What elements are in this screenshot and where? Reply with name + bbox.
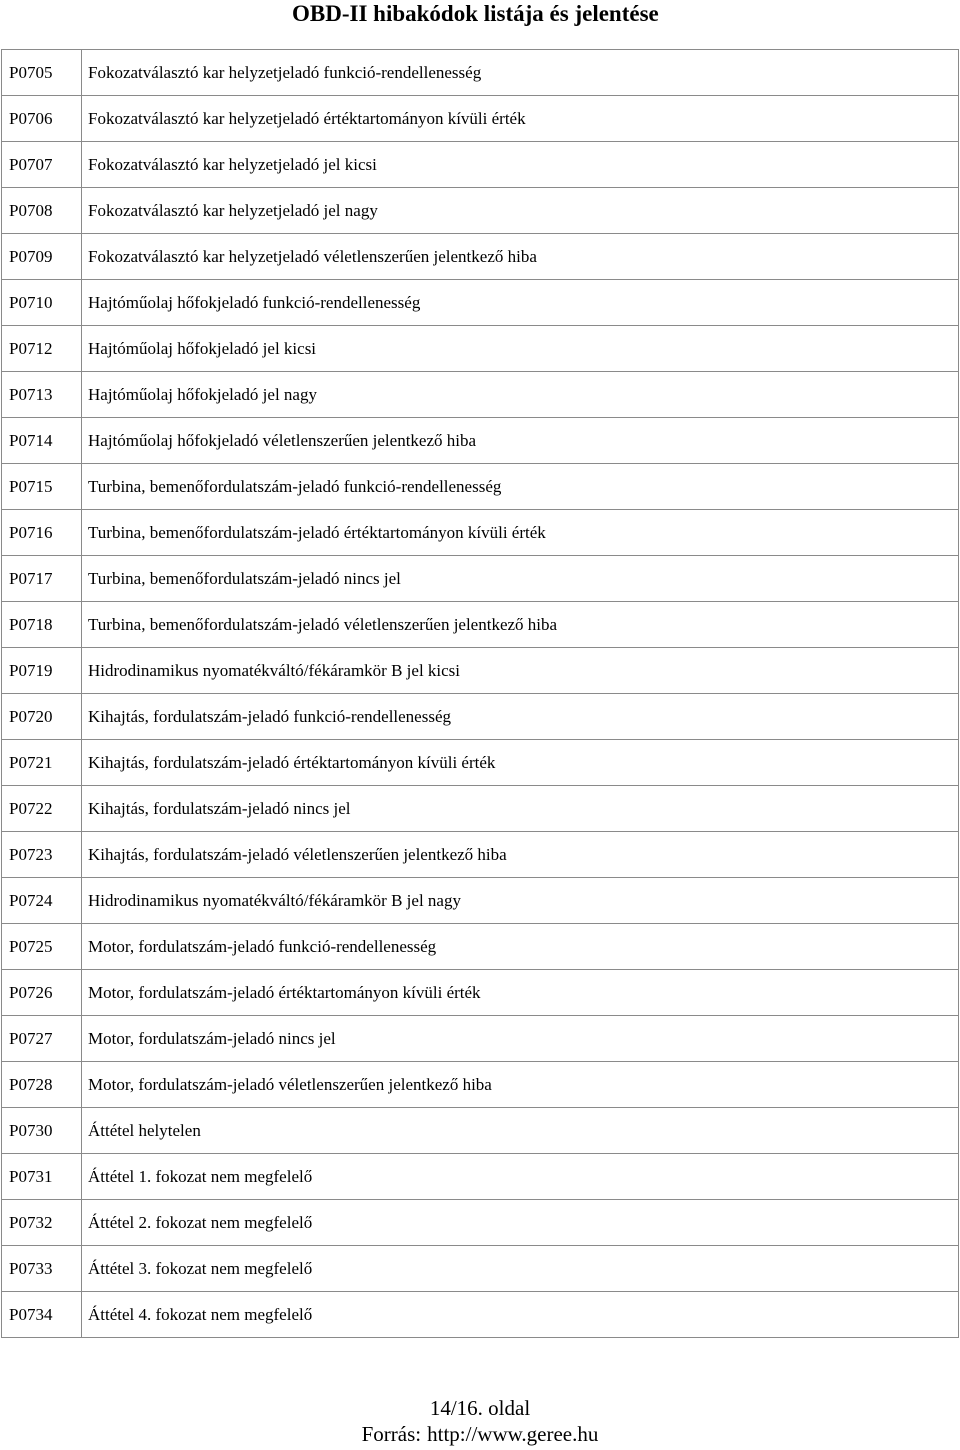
- error-code-cell: P0722: [2, 786, 82, 832]
- table-row: [2, 924, 959, 970]
- error-code-cell: P0723: [2, 832, 82, 878]
- error-description-cell: Hidrodinamikus nyomatékváltó/fékáramkör B jel nagy: [82, 878, 959, 924]
- error-code-cell: P0717: [2, 556, 82, 602]
- page-header: [0, 0, 960, 40]
- error-description-cell: Fokozatválasztó kar helyzetjeladó véletlenszerűen jelentkező hiba: [82, 234, 959, 280]
- error-description-cell: Hajtóműolaj hőfokjeladó jel kicsi: [82, 326, 959, 372]
- error-description-cell: Áttétel 2. fokozat nem megfelelő: [82, 1200, 959, 1246]
- error-code-cell: P0710: [2, 280, 82, 326]
- error-code-cell: P0726: [2, 970, 82, 1016]
- error-description-cell: Áttétel 3. fokozat nem megfelelő: [82, 1246, 959, 1292]
- table-row: [2, 1154, 959, 1200]
- error-code-cell: P0715: [2, 464, 82, 510]
- error-description-cell: Turbina, bemenőfordulatszám-jeladó véletlenszerűen jelentkező hiba: [82, 602, 959, 648]
- table-row: [2, 1200, 959, 1246]
- table-row: [2, 96, 959, 142]
- table-row: [2, 142, 959, 188]
- table-row: [2, 188, 959, 234]
- error-description-cell: Hajtóműolaj hőfokjeladó funkció-rendellenesség: [82, 280, 959, 326]
- table-row: [2, 1292, 959, 1338]
- source-line: [0, 1422, 960, 1447]
- error-code-cell: P0732: [2, 1200, 82, 1246]
- error-code-cell: P0730: [2, 1108, 82, 1154]
- error-code-cell: P0719: [2, 648, 82, 694]
- error-code-cell: P0714: [2, 418, 82, 464]
- table-row: [2, 1062, 959, 1108]
- table-row: [2, 464, 959, 510]
- error-description-cell: Kihajtás, fordulatszám-jeladó nincs jel: [82, 786, 959, 832]
- error-code-cell: P0705: [2, 50, 82, 96]
- table-row: [2, 556, 959, 602]
- obd-codes-table: [1, 49, 959, 1338]
- obd-codes-table-body: [2, 50, 959, 1338]
- table-row: [2, 418, 959, 464]
- error-code-cell: P0707: [2, 142, 82, 188]
- table-row: [2, 510, 959, 556]
- table-row: [2, 1016, 959, 1062]
- table-row: [2, 602, 959, 648]
- error-description-cell: Motor, fordulatszám-jeladó nincs jel: [82, 1016, 959, 1062]
- error-description-cell: Fokozatválasztó kar helyzetjeladó jel nagy: [82, 188, 959, 234]
- error-description-cell: Hajtóműolaj hőfokjeladó jel nagy: [82, 372, 959, 418]
- page-title: OBD-II hibakódok listája és jelentése: [292, 1, 659, 26]
- error-code-cell: P0721: [2, 740, 82, 786]
- error-description-cell: Áttétel helytelen: [82, 1108, 959, 1154]
- table-row: [2, 280, 959, 326]
- error-description-cell: Turbina, bemenőfordulatszám-jeladó értéktartományon kívüli érték: [82, 510, 959, 556]
- table-row: [2, 740, 959, 786]
- table-row: [2, 234, 959, 280]
- error-description-cell: Motor, fordulatszám-jeladó véletlenszerűen jelentkező hiba: [82, 1062, 959, 1108]
- table-row: [2, 832, 959, 878]
- table-row: [2, 1246, 959, 1292]
- error-code-cell: P0713: [2, 372, 82, 418]
- error-description-cell: Turbina, bemenőfordulatszám-jeladó funkció-rendellenesség: [82, 464, 959, 510]
- error-code-cell: P0724: [2, 878, 82, 924]
- table-row: [2, 1108, 959, 1154]
- source-label: Forrás:: [361, 1422, 422, 1446]
- error-code-cell: P0731: [2, 1154, 82, 1200]
- error-description-cell: Hidrodinamikus nyomatékváltó/fékáramkör B jel kicsi: [82, 648, 959, 694]
- error-description-cell: Turbina, bemenőfordulatszám-jeladó nincs jel: [82, 556, 959, 602]
- error-description-cell: Motor, fordulatszám-jeladó értéktartományon kívüli érték: [82, 970, 959, 1016]
- error-code-cell: P0709: [2, 234, 82, 280]
- table-row: [2, 372, 959, 418]
- error-description-cell: Fokozatválasztó kar helyzetjeladó jel kicsi: [82, 142, 959, 188]
- error-code-cell: P0708: [2, 188, 82, 234]
- error-code-cell: P0706: [2, 96, 82, 142]
- table-row: [2, 970, 959, 1016]
- page-number: 14/16. oldal: [429, 1396, 531, 1420]
- error-code-cell: P0734: [2, 1292, 82, 1338]
- error-code-cell: P0712: [2, 326, 82, 372]
- source-link[interactable]: http://www.geree.hu: [427, 1422, 599, 1446]
- error-code-cell: P0716: [2, 510, 82, 556]
- error-code-cell: P0718: [2, 602, 82, 648]
- error-description-cell: Áttétel 1. fokozat nem megfelelő: [82, 1154, 959, 1200]
- error-code-cell: P0720: [2, 694, 82, 740]
- error-description-cell: Kihajtás, fordulatszám-jeladó funkció-rendellenesség: [82, 694, 959, 740]
- error-code-cell: P0725: [2, 924, 82, 970]
- error-code-cell: P0733: [2, 1246, 82, 1292]
- error-description-cell: Motor, fordulatszám-jeladó funkció-rendellenesség: [82, 924, 959, 970]
- table-row: [2, 694, 959, 740]
- error-description-cell: Áttétel 4. fokozat nem megfelelő: [82, 1292, 959, 1338]
- table-row: [2, 648, 959, 694]
- error-description-cell: Kihajtás, fordulatszám-jeladó értéktartományon kívüli érték: [82, 740, 959, 786]
- table-row: [2, 878, 959, 924]
- error-description-cell: Hajtóműolaj hőfokjeladó véletlenszerűen jelentkező hiba: [82, 418, 959, 464]
- page-footer: [0, 1393, 960, 1450]
- table-row: [2, 50, 959, 96]
- error-description-cell: Fokozatválasztó kar helyzetjeladó értéktartományon kívüli érték: [82, 96, 959, 142]
- table-row: [2, 326, 959, 372]
- table-row: [2, 786, 959, 832]
- error-code-cell: P0727: [2, 1016, 82, 1062]
- error-description-cell: Fokozatválasztó kar helyzetjeladó funkció-rendellenesség: [82, 50, 959, 96]
- error-code-cell: P0728: [2, 1062, 82, 1108]
- error-description-cell: Kihajtás, fordulatszám-jeladó véletlenszerűen jelentkező hiba: [82, 832, 959, 878]
